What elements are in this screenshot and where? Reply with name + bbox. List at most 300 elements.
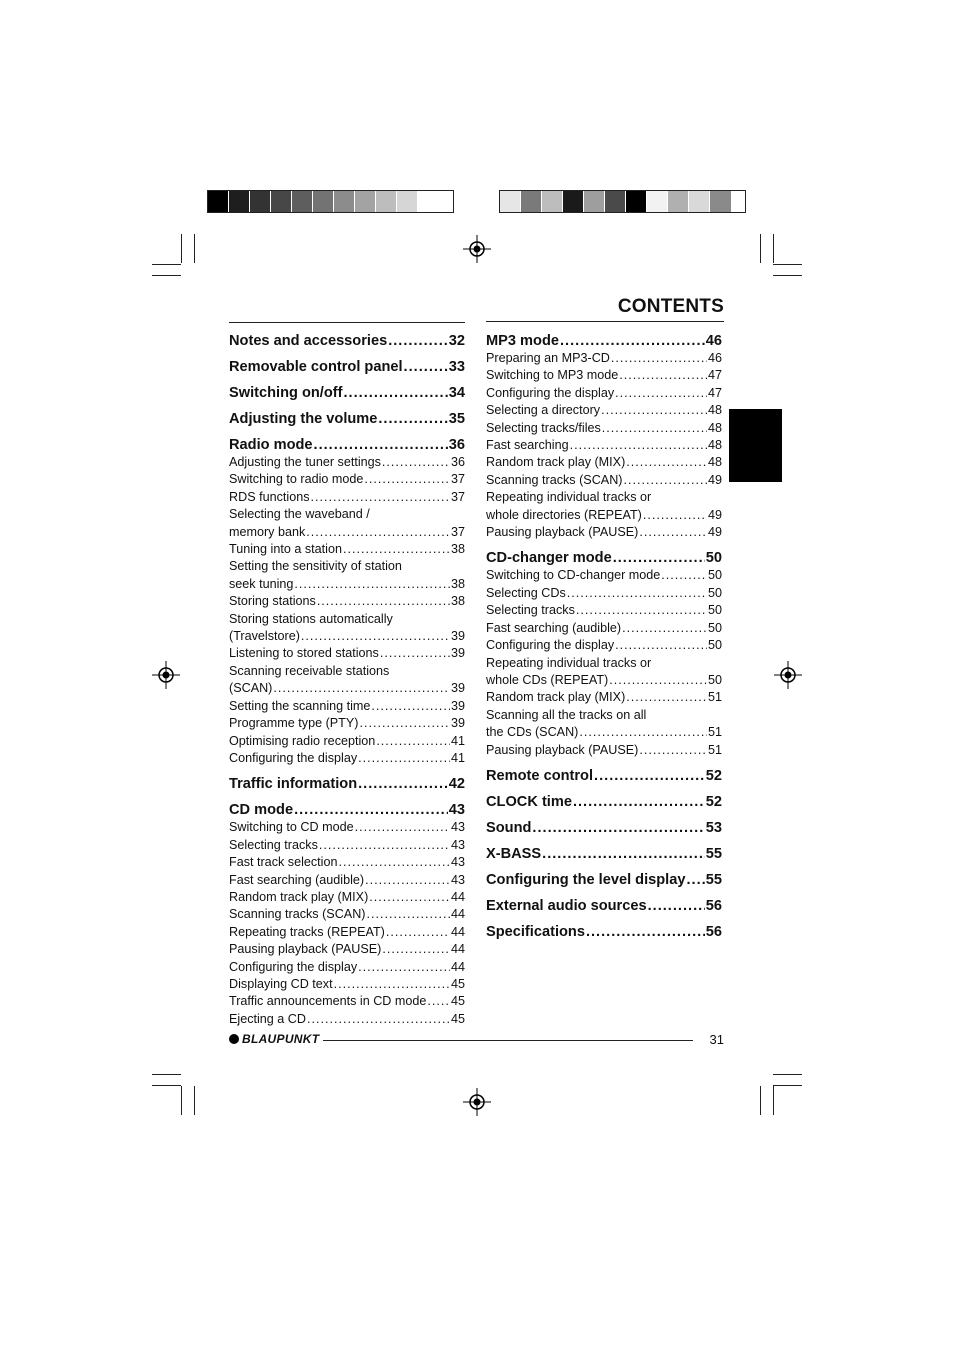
toc-entry-label: Configuring the display [229,750,358,765]
toc-entry[interactable] [486,402,722,419]
dot-leader [388,332,448,350]
toc-page-number: 44 [450,959,465,974]
dot-leader [319,837,450,854]
toc-page-number: 49 [707,472,722,487]
color-swatch [397,191,418,212]
toc-page-number: 39 [450,716,465,731]
dot-leader [359,715,450,732]
toc-entry-label: Scanning tracks (SCAN) [486,472,623,487]
toc-page-number: 47 [707,368,722,383]
toc-entry[interactable] [486,454,722,471]
toc-entry[interactable] [486,385,722,402]
dot-leader [542,845,705,863]
toc-entry-label: whole CDs (REPEAT) [486,672,609,687]
toc-entry-label: Displaying CD text [229,976,333,991]
toc-entry[interactable] [229,593,465,610]
toc-section [486,895,722,915]
dot-leader [307,1011,450,1028]
dot-leader [560,332,705,350]
toc-section [486,330,722,541]
toc-entry[interactable] [229,750,465,767]
dot-leader [648,897,705,915]
toc-page-number: 50 [705,550,722,567]
toc-heading-row[interactable] [486,869,722,889]
toc-entry[interactable] [229,1011,465,1028]
toc-heading-row[interactable] [486,765,722,785]
toc-heading: Specifications [486,923,585,940]
dot-leader [594,767,705,785]
dot-leader [311,489,450,506]
toc-entry-label: Selecting tracks/files [486,420,601,435]
crop-mark [152,1074,181,1075]
toc-page-number: 41 [450,733,465,748]
toc-heading: Removable control panel [229,359,403,375]
toc-entry[interactable] [229,854,465,871]
toc-page-number: 34 [448,385,465,401]
toc-heading-row[interactable] [229,773,465,793]
toc-page-number: 44 [450,924,465,939]
toc-entry[interactable] [229,454,465,471]
divider [323,1040,693,1041]
color-calibration-bar-left [207,190,454,213]
toc-heading: MP3 mode [486,333,559,349]
toc-page-number: 39 [450,681,465,696]
toc-page-number: 35 [448,411,465,427]
toc-entry-label: Switching to CD mode [229,820,354,835]
color-swatch [626,191,647,212]
toc-heading-row[interactable] [486,817,722,837]
crop-mark [194,1086,195,1115]
toc-section [486,921,722,941]
dot-leader [306,524,450,541]
brand-name: BLAUPUNKT [242,1032,320,1046]
toc-page-number: 44 [450,942,465,957]
crop-mark [773,275,802,276]
dot-leader [358,959,450,976]
toc-entry-label: Switching to MP3 mode [486,368,619,383]
toc-page-number: 39 [450,629,465,644]
registration-mark-icon [152,661,180,689]
toc-page-number: 37 [450,524,465,539]
toc-entry-lead: Repeating individual tracks or [486,655,652,670]
toc-entry[interactable] [486,689,722,706]
crop-mark [773,264,802,265]
logo-dot-icon [229,1034,239,1044]
toc-page-number: 41 [450,750,465,765]
toc-page-number: 50 [707,603,722,618]
dot-leader [344,384,448,402]
crop-mark [760,1086,761,1115]
toc-page-number: 45 [450,976,465,991]
toc-page-number: 38 [450,594,465,609]
toc-entry-label: Selecting tracks [486,603,575,618]
toc-page-number: 56 [705,897,722,914]
toc-entry-label: Fast searching (audible) [229,872,365,887]
toc-page-number: 39 [450,646,465,661]
toc-page-number: 50 [707,638,722,653]
toc-page-number: 43 [450,820,465,835]
dot-leader [317,593,450,610]
toc-heading-row[interactable] [486,895,722,915]
dot-leader [427,993,450,1010]
crop-mark [152,1085,181,1086]
toc-entry-label: Pausing playback (PAUSE) [486,525,639,540]
toc-entry[interactable] [229,941,465,958]
toc-section [486,817,722,837]
color-swatch [647,191,668,212]
dot-leader [602,420,707,437]
toc-entry[interactable] [229,906,465,923]
color-swatch [313,191,334,212]
color-swatch [563,191,584,212]
color-calibration-bar-right [499,190,746,213]
dot-leader [334,976,450,993]
toc-page-number: 43 [450,872,465,887]
toc-entry-label: Switching to CD-changer mode [486,568,661,583]
toc-section [486,765,722,785]
color-swatch [250,191,271,212]
color-swatch [292,191,313,212]
toc-entry-label: Configuring the display [486,385,615,400]
crop-mark [194,234,195,263]
toc-entry[interactable] [486,524,722,541]
toc-page-number: 49 [707,525,722,540]
toc-entry[interactable] [229,680,465,697]
toc-section [229,330,465,350]
toc-page-number: 43 [448,802,465,819]
toc-page-number: 53 [705,819,722,836]
dot-leader [626,689,707,706]
crop-mark [152,264,181,265]
dot-leader [579,724,707,741]
toc-heading-row[interactable] [229,382,465,402]
color-swatch [271,191,292,212]
toc-page-number: 44 [450,889,465,904]
toc-entry-label: memory bank [229,524,306,539]
toc-heading: Radio mode [229,437,313,453]
dot-leader [343,541,450,558]
toc-entry-label: Traffic announcements in CD mode [229,994,427,1009]
toc-page-number: 43 [450,837,465,852]
color-swatch [689,191,710,212]
dot-leader [601,402,707,419]
toc-entry-lead: Scanning receivable stations [229,663,390,678]
toc-heading: Switching on/off [229,385,343,401]
toc-entry[interactable] [229,698,465,715]
dot-leader [639,524,707,541]
toc-entry[interactable] [229,524,465,541]
toc-heading: CLOCK time [486,793,572,810]
toc-entry[interactable] [486,437,722,454]
toc-page-number: 42 [448,776,465,793]
toc-page-number: 48 [707,403,722,418]
dot-leader [382,454,450,471]
crop-mark [773,1086,774,1115]
registration-mark-icon [463,235,491,263]
toc-page-number: 48 [707,455,722,470]
toc-entry-label: (SCAN) [229,681,273,696]
toc-entry-lead: Repeating individual tracks or [486,490,652,505]
toc-entry[interactable] [486,567,722,584]
color-swatch [668,191,689,212]
toc-entry[interactable] [229,541,465,558]
dot-leader [376,733,450,750]
toc-page-number: 44 [450,907,465,922]
toc-heading-row[interactable] [486,791,722,811]
toc-entry[interactable] [229,628,465,645]
toc-page-number: 38 [450,576,465,591]
toc-entry-label: Fast track selection [229,855,338,870]
toc-page-number: 38 [450,542,465,557]
toc-entry-label: Repeating tracks (REPEAT) [229,924,385,939]
toc-page-number: 56 [705,923,722,940]
toc-page-number: 51 [707,742,722,757]
toc-heading-row[interactable] [229,330,465,350]
toc-entry-label: Selecting a directory [486,403,601,418]
toc-page-number: 32 [448,333,465,349]
toc-section [486,791,722,811]
toc-entry-label: the CDs (SCAN) [486,725,579,740]
dot-leader [609,672,707,689]
dot-leader [314,436,448,454]
toc-heading: CD-changer mode [486,550,612,567]
toc-section [486,843,722,863]
crop-mark [181,1086,182,1115]
dot-leader [273,680,450,697]
toc-entry-lead: Setting the sensitivity of station [229,559,402,574]
crop-mark [773,1085,802,1086]
toc-entry[interactable] [229,715,465,732]
color-swatch [376,191,397,212]
registration-mark-icon [463,1088,491,1116]
dot-leader [371,698,450,715]
toc-heading: Adjusting the volume [229,411,378,427]
toc-page-number: 43 [450,855,465,870]
dot-leader [378,410,447,428]
toc-entry-label: Random track play (MIX) [486,455,626,470]
dot-leader [404,358,448,376]
toc-page-number: 51 [707,690,722,705]
toc-entry[interactable] [486,742,722,759]
color-swatch [584,191,605,212]
toc-entry[interactable] [229,645,465,662]
toc-entry-label: Fast searching (audible) [486,620,622,635]
toc-entry-label: Fast searching [486,438,569,453]
toc-heading: External audio sources [486,897,647,914]
toc-entry[interactable] [229,889,465,906]
toc-entry[interactable] [486,367,722,384]
toc-page-number: 52 [705,793,722,810]
toc-entry-lead: Storing stations automatically [229,611,393,626]
dot-leader [365,872,450,889]
toc-page-number: 50 [707,620,722,635]
toc-entry[interactable] [229,993,465,1010]
toc-entry-label: seek tuning [229,576,294,591]
toc-page-number: 50 [707,585,722,600]
toc-page-number: 50 [707,568,722,583]
dot-leader [626,454,707,471]
toc-heading: Notes and accessories [229,333,388,349]
toc-entry[interactable] [486,602,722,619]
dot-leader [301,628,450,645]
toc-entry-label: (Travelstore) [229,629,300,644]
toc-entry-label: Switching to radio mode [229,472,364,487]
toc-page-number: 37 [450,472,465,487]
toc-entry[interactable] [486,420,722,437]
toc-entry[interactable] [229,924,465,941]
toc-entry[interactable] [229,872,465,889]
color-swatch [229,191,250,212]
toc-entry[interactable] [229,576,465,593]
toc-entry-label: Preparing an MP3-CD [486,351,610,365]
dot-leader [570,437,707,454]
toc-entry-lead: Selecting the waveband / [229,507,370,522]
dot-leader [386,924,450,941]
dot-leader [366,906,450,923]
toc-entry-label: Setting the scanning time [229,698,371,713]
dot-leader [364,471,450,488]
dot-leader [586,923,705,941]
toc-section [229,408,465,428]
dot-leader [615,637,707,654]
dot-leader [358,775,448,793]
toc-entry-label: Selecting tracks [229,837,318,852]
crop-mark [760,234,761,263]
toc-heading-row[interactable] [486,330,722,350]
dot-leader [369,889,450,906]
toc-entry-label: Selecting CDs [486,585,566,600]
toc-entry[interactable] [229,837,465,854]
toc-heading: Configuring the level display [486,871,686,888]
dot-leader [532,819,704,837]
toc-entry-label: Storing stations [229,594,316,609]
toc-page-number: 50 [707,672,722,687]
toc-section [229,773,465,793]
toc-entry[interactable] [486,637,722,654]
toc-heading-row[interactable] [486,921,722,941]
toc-entry[interactable] [229,489,465,506]
dot-leader [380,645,450,662]
toc-entry-label: Configuring the display [229,959,358,974]
toc-entry[interactable] [486,585,722,602]
toc-entry-label: Programme type (PTY) [229,716,359,731]
toc-section [229,382,465,402]
toc-entry-label: Scanning tracks (SCAN) [229,907,366,922]
brand-logo [229,1032,319,1046]
dot-leader [639,742,707,759]
toc-entry[interactable] [229,976,465,993]
dot-leader [382,941,450,958]
page-number: 31 [709,1032,724,1047]
toc-page-number: 39 [450,698,465,713]
toc-entry[interactable] [486,724,722,741]
toc-heading: X-BASS [486,845,542,862]
toc-heading-row[interactable] [229,408,465,428]
dot-leader [355,819,450,836]
toc-page-number: 46 [707,351,722,365]
toc-entry[interactable] [486,472,722,489]
dot-leader [619,367,707,384]
dot-leader [686,871,704,889]
dot-leader [576,602,707,619]
dot-leader [622,620,707,637]
color-swatch [605,191,626,212]
color-swatch [418,191,439,212]
toc-entry-label: Pausing playback (PAUSE) [229,942,382,957]
toc-entry[interactable] [486,507,722,524]
toc-heading-row[interactable] [229,356,465,376]
crop-mark [773,234,774,263]
color-swatch [710,191,731,212]
toc-entry-label: RDS functions [229,489,310,504]
toc-entry-label: Listening to stored stations [229,646,379,661]
toc-entry-label: Tuning into a station [229,542,342,557]
toc-heading-row[interactable] [229,799,465,819]
toc-entry[interactable] [229,819,465,836]
toc-page-number: 55 [705,871,722,888]
toc-entry[interactable] [229,471,465,488]
divider [486,321,724,322]
toc-page-number: 45 [450,994,465,1009]
toc-section [229,356,465,376]
toc-entry[interactable] [486,350,722,367]
color-swatch [334,191,355,212]
toc-section [229,434,465,767]
toc-heading-row[interactable] [486,843,722,863]
color-swatch [208,191,229,212]
toc-page-number: 33 [448,359,465,375]
toc-entry-label: Adjusting the tuner settings [229,455,381,469]
toc-heading-row[interactable] [229,434,465,454]
divider [229,322,465,323]
toc-heading: Remote control [486,767,594,784]
toc-entry-lead: Scanning all the tracks on all [486,707,647,722]
toc-heading-row[interactable] [486,547,722,567]
toc-page-number: 47 [707,385,722,400]
toc-page-number: 55 [705,845,722,862]
toc-entry-label: Random track play (MIX) [486,690,626,705]
toc-page-number: 37 [450,489,465,504]
toc-entry-label: Ejecting a CD [229,1011,306,1026]
toc-entry[interactable] [486,672,722,689]
crop-mark [152,275,181,276]
toc-heading: Traffic information [229,776,358,793]
dot-leader [615,385,707,402]
toc-heading: Sound [486,819,532,836]
toc-entry-label: Optimising radio reception [229,733,376,748]
crop-mark [773,1074,802,1075]
dot-leader [623,472,707,489]
toc-section [229,799,465,1028]
dot-leader [339,854,450,871]
page-title: CONTENTS [617,296,724,317]
color-swatch [500,191,521,212]
dot-leader [573,793,705,811]
toc-page-number: 52 [705,767,722,784]
toc-page-number: 48 [707,420,722,435]
toc-entry-label: Pausing playback (PAUSE) [486,742,639,757]
toc-page-number: 36 [450,455,465,469]
toc-page-number: 45 [450,1011,465,1026]
toc-page-number: 48 [707,438,722,453]
toc-entry[interactable] [229,959,465,976]
toc-entry[interactable] [229,733,465,750]
toc-entry[interactable] [486,620,722,637]
toc-entry-label: Random track play (MIX) [229,889,369,904]
language-tab-marker [729,409,782,482]
toc-page-number: 36 [448,437,465,453]
dot-leader [613,549,705,567]
